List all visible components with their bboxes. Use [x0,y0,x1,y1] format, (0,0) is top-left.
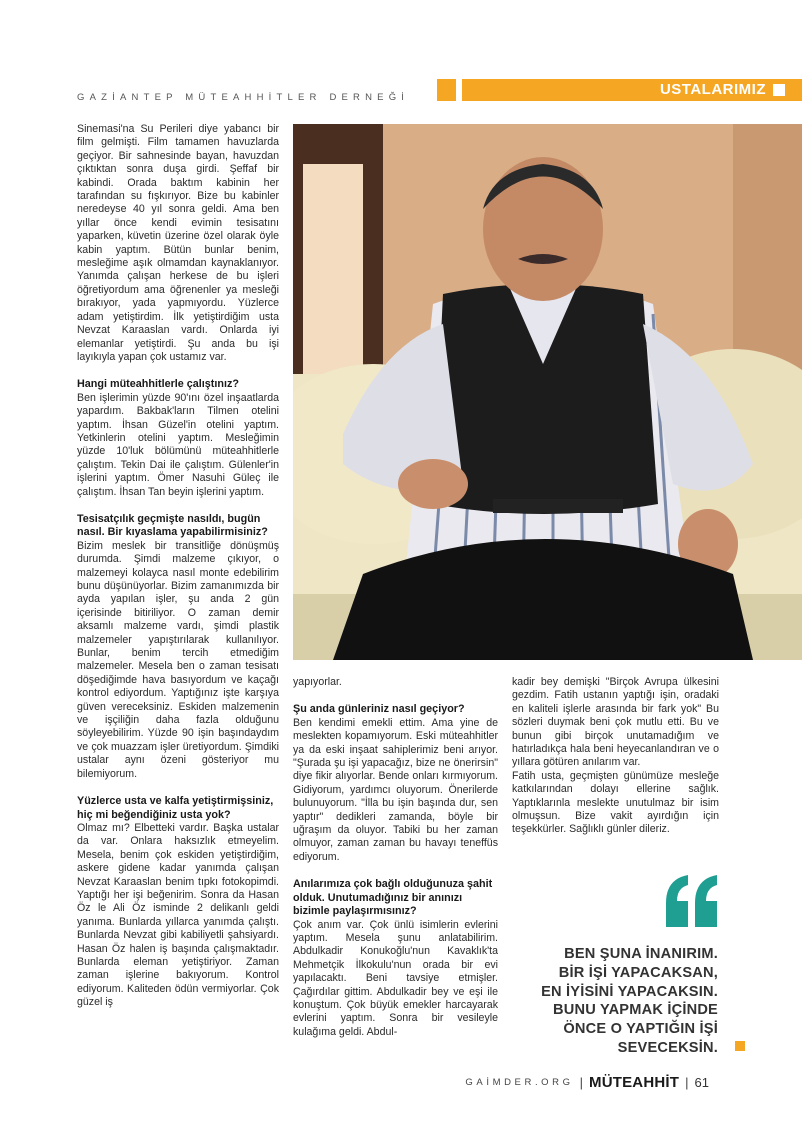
footer-brand: MÜTEAHHİT [589,1074,680,1091]
answer-memory: Çok anım var. Çok ünlü isimlerin evlerini yaptım. Mesela şunu anlatabilirim. Abdulkadir Konukoğlu'nun Kavaklık'ta Mehmetçik İlkokulu'nun orada bir evi yapılacaktı. Beni tavsiye etmişler. Çağırdılar gittim. Abdulkadir bey ve eşi ile konuştum. Çok büyük emekler harcayarak evlerini yaptım. Sonra bir vesileyle kulağıma geldi. Abdul- [293,918,498,1038]
footer [465,1074,709,1091]
question-contractors: Hangi müteahhitlerle çalıştınız? [77,378,239,391]
question-memory: Anılarımıza çok bağlı olduğunuza şahit olduk. Unutumadığınız bir anınızı bizimle paylaşırmısınız? [293,878,493,918]
end-mark-square [735,1041,745,1051]
header-accent-box [437,79,456,101]
footer-site: GAİMDER.ORG [465,1077,574,1088]
intro-paragraph: Sinemasi'na Su Perileri diye yabancı bir film gelmişti. Film tamamen havuzlarda geçiyor. Bir sahnesinde bayan, havuzdan çıktıktan sonra duşa girdi. Şeffaf bir kabindi. Orada baktım kabinin her tarafından su fışkırıyor. Bize bu kabinler neredeyse 40 yıl sonra geldi. Ama ben yıllar önce kendi evimin tesisatını yaparken, küvetin üzerine özel olarak öyle kabin yaptım. Bütün bunlar benim, mesleğime aşık olmamdan kaynaklanıyor. Yanımda çalışan herkese de bu işleri öğretiyordum ama öğrenenler ya mesleği bırakıyor, yada yapmıyordu. Yüzlerce adam yetiştirdim. İlk yetiştirdiğim usta Nevzat Karaaslan vardı. Onlarda iyi elemanlar yetiştirdi. Şu anda bu işi layıkıyla yapan çok ustamız var. [77,123,279,363]
answer-days: Ben kendimi emekli ettim. Ama yine de meslekten kopamıyorum. Eski müteahhitler ya da eski inşaat sahiplerimiz beni arıyor. "Şurada şu işi yapacağız, bize ne önerirsin" diye fikir alıyorlar. Bende onları kırmıyorum. Gidiyorum, yardımcı oluyorum. Önerilerde bulunuyorum. "İlla bu işin başında dur, sen yaptır" dedikleri zamanda, böyle bir uğraşım da oluyor. Tabiki bu her zaman olmuyor, zaman zaman bu havayı teneffüs ediyorum. [293,716,498,863]
answer-past-present: Bizim meslek bir transitliğe dönüşmüş durumda. Şimdi malzeme çıkıyor, o malzemeyi kolayca nasıl monte edebilirim bunu düşünüyorlar. Bizim zamanımızda bir ayda yapılan işler, şu anda 2 gün içerisinde bitiriliyor. O zaman demir aksamlı malzeme vardı, şimdi plastik malzemeler yapıştırılarak kullanılıyor. Bunlar, benim tercih etmediğim malzemeler. Mesela ben o zaman tesisatı döşediğimde hava basıyordum ve kaçağı kontrol ediyordum. Yaptığınız işte karşıya güven vereceksiniz. Eskiden malzemenin ve işçiliğin daha fazla olduğunu söyleyebilirim. Yüzde 90 işin başındaydım ve çok muazzam işler üretiyordum. Şimdiki ustalar aynı özeni gösteriyor mu bilemiyorum. [77,539,279,780]
section-title-square [773,84,785,96]
answer-apprentices: Olmaz mı? Elbetteki vardır. Başka ustalar da var. Onlara haksızlık etmeyelim. Mesela, benim çok eskiden yetiştirdiğim, askere gidene kadar yanımda çalışan Nevzat Karaaslan benim tıpkı fotokopimdi. Yaptığı her işi beğenirim. Sonra da Hasan Öz le Ali Öz isminde 2 delikanlı geldi yanıma. Bunlarda yıllarca yanımda çalıştı. Bunlarda Nevzat gibi kabiliyetli şahsiyardı. Hasan Öz halen iş başında çalışmaktadır. Bunlarda eleman yetiştiriyor. Zaman zaman işlerine bakıyorum. Kontrol ediyorum. Kaliteden ödün vermiyorlar. Çok güzel iş [77,821,279,1009]
column-3 [512,676,719,837]
footer-separator: | [579,1075,584,1090]
section-header-bar [462,79,802,101]
header-org-name: GAZİANTEP MÜTEAHHİTLER DERNEĞİ [77,92,410,103]
column-1 [77,123,279,1010]
section-title: USTALARIMIZ [659,81,766,98]
continuation-text: yapıyorlar. [293,676,342,688]
page-number: 61 [694,1075,709,1090]
memory-continuation: kadir bey demişki "Birçok Avrupa ülkesini gezdim. Fatih ustanın yaptığı işin, oradaki en kaliteli işlerle arasında bir fark yok" Bu sözleri duymak beni çok mutlu etti. Bu ve bunun gibi birçok unutamadığım ve hatırladıkça hala beni heyecanlandıran ve o yıllara götüren anılarım var. [512,676,719,769]
portrait-illustration [293,124,802,660]
answer-contractors: Ben işlerimin yüzde 90'ını özel inşaatlarda yapardım. Bakbak'ların Tilmen otelini yaptım. İhsan Güzel'in otelini yaptım. Yetkinlerin otelini yaptım. Mesleğimin yüzde 10'luk bölümünü müteahhitlerle çalıştım. Tekin Dai ile çalıştım. Gülenler'in işlerini yaptım. Ömer Nasuhi Güleç ile çalıştım. İhsan Tan beyin işlerini yaptım. [77,391,279,498]
question-apprentices: Yüzlerce usta ve kalfa yetiştirmişsiniz, hiç mi beğendiğiniz usta yok? [77,795,274,821]
quote-mark-icon [664,873,720,929]
closing-paragraph: Fatih usta, geçmişten günümüze mesleğe katkılarından dolayı ellerine sağlık. Yaptıklarınla meslekte unutulmaz bir isim olmuşsun. Bize vakit ayırdığın için teşekkürler. Sağlıklı günler dileriz. [512,769,719,836]
question-past-present: Tesisatçılık geçmişte nasıldı, bugün nasıl. Bir kıyaslama yapabilirmisiniz? [77,512,268,539]
footer-separator: | [685,1075,689,1090]
question-days: Şu anda günleriniz nasıl geçiyor? [293,703,465,716]
pull-quote: BEN ŞUNA İNANIRIM. BİR İŞİ YAPACAKSAN, EN İYİSİNİ YAPACAKSIN. BUNU YAPMAK İÇİNDE ÖNCE O YAPTIĞIN İŞİ SEVECEKSİN. [541,946,718,1056]
column-2 [293,676,498,1039]
portrait-photo [293,124,802,660]
